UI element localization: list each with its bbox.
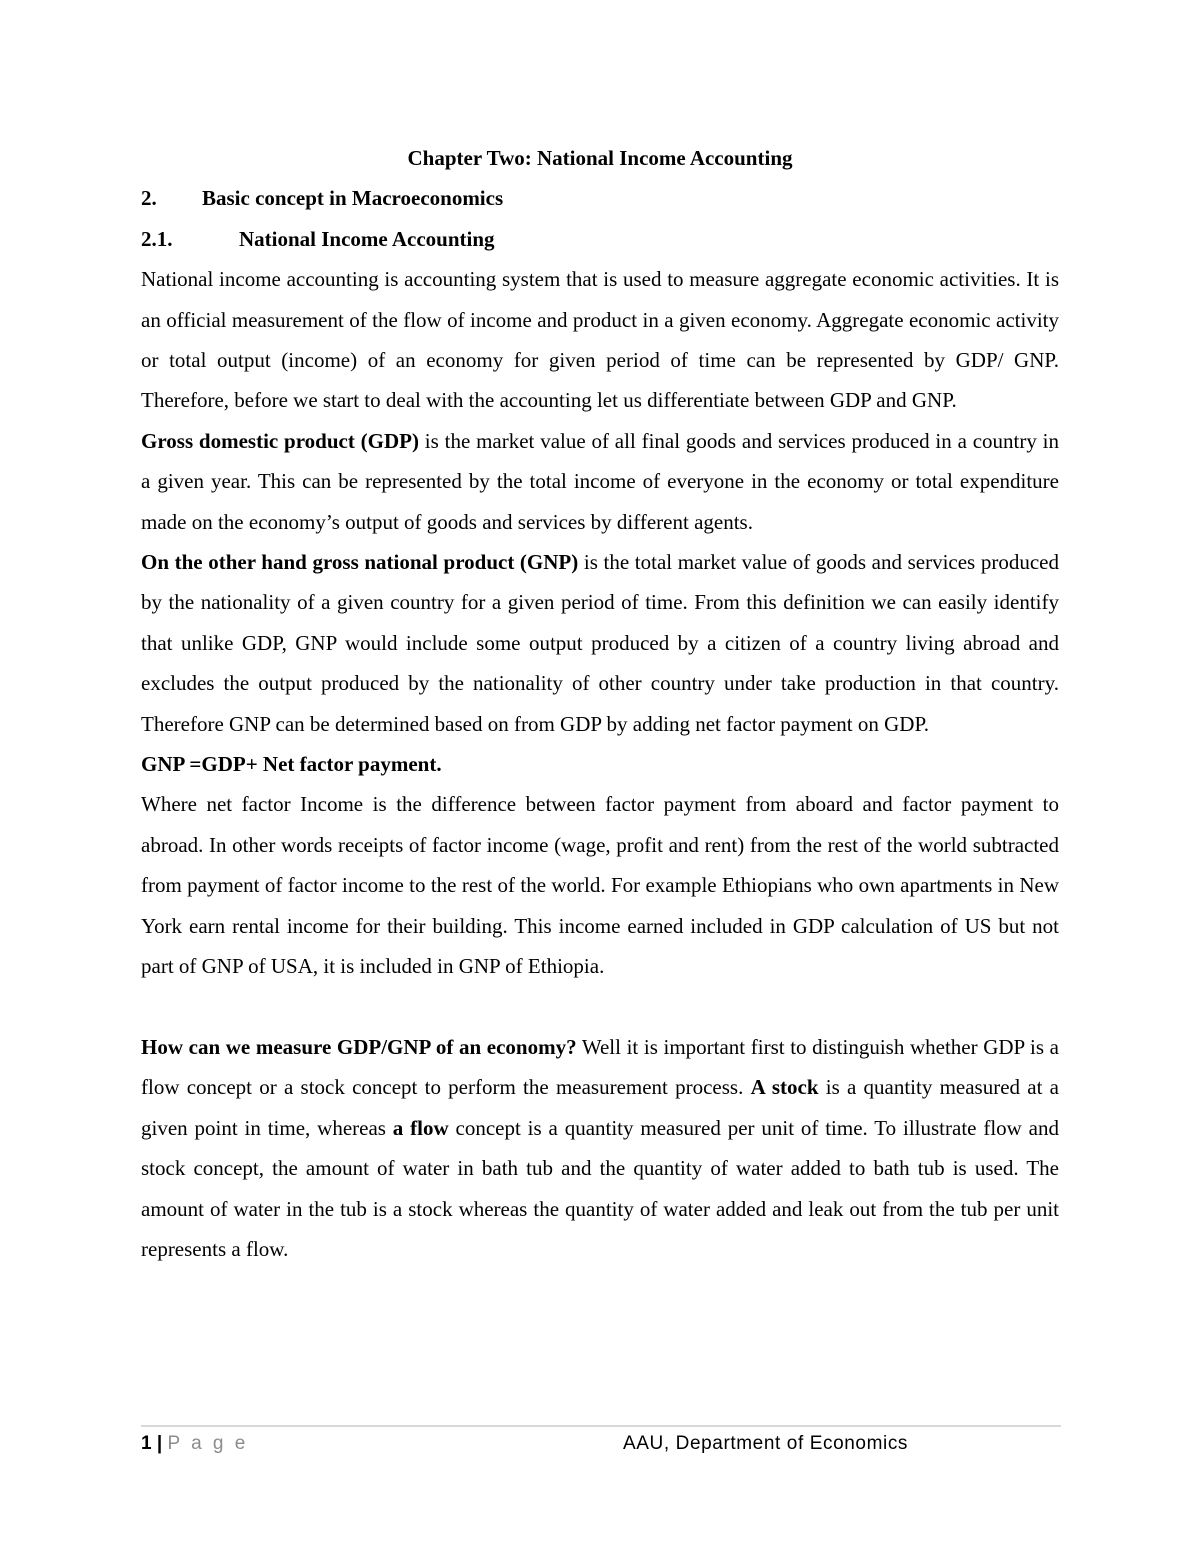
footer-department: AAU, Department of Economics (623, 1433, 909, 1454)
footer-divider (141, 1425, 1061, 1427)
chapter-title: Chapter Two: National Income Accounting (407, 146, 793, 170)
gnp-formula (141, 744, 1059, 784)
page-word: P a g e (167, 1433, 249, 1454)
measure-question: How can we measure GDP/GNP of an economy? (141, 1034, 577, 1059)
paragraph-spacer (141, 986, 1059, 1026)
section-heading-2 (141, 178, 1059, 218)
page-number: 1 (141, 1433, 152, 1454)
footer-page-indicator (141, 1430, 248, 1458)
stock-flow-text-2: is a quantity measured at a given point in time, whereas (141, 1075, 1059, 1140)
gdp-definition-text: is the market value of all final goods and services produced in a country in a given year. This can be represented by the total income of everyone in the economy or total expenditure made on the economy’s output of goods and services by different agents. (141, 428, 1059, 534)
gdp-term: Gross domestic product (GDP) (141, 428, 419, 453)
section-number: 2. (141, 186, 157, 211)
stock-term: A stock (750, 1075, 819, 1100)
paragraph-intro: National income accounting is accounting system that is used to measure aggregate economic activities. It is an official measurement of the flow of income and product in a given economy. Aggregate economic activity or total output (income) of an economy for given period of time can be represented by GDP/ GNP. Therefore, before we start to deal with the accounting let us differentiate between GDP and GNP. (141, 267, 1059, 413)
section-title: Basic concept in Macroeconomics (202, 186, 504, 211)
stock-flow-text-3: concept is a quantity measured per unit of time. To illustrate flow and stock concept, the amount of water in bath tub and the quantity of water added to bath tub is used. The amount of water in the tub is a stock whereas the quantity of water added and leak out from the tub per unit represents a flow. (141, 1115, 1059, 1261)
paragraph-gnp-definition (141, 542, 1059, 744)
paragraph-net-factor-income: Where net factor Income is the difference between factor payment from aboard and factor payment to abroad. In other words receipts of factor income (wage, profit and rent) from the rest of the world subtracted from payment of factor income to the rest of the world. For example Ethiopians who own apartments in New York earn rental income for their building. This income earned included in GDP calculation of US but not part of GNP of USA, it is included in GNP of Ethiopia. (141, 792, 1059, 979)
footer-separator: | (156, 1433, 163, 1454)
gnp-term: On the other hand gross national product (GNP) (141, 550, 579, 575)
section-heading-2-1 (141, 219, 1059, 259)
paragraph-stock-flow (141, 1027, 1059, 1269)
page-footer (141, 1430, 1061, 1460)
page-body (141, 138, 1059, 1269)
formula-text: GNP =GDP+ Net factor payment. (141, 752, 442, 777)
section-number: 2.1. (141, 226, 173, 251)
stock-flow-text-1: Well it is important first to distinguish whether GDP is a flow concept or a stock concept to perform the measurement process. (141, 1034, 1060, 1100)
gnp-definition-text: is the total market value of goods and services produced by the nationality of a given country for a given period of time. From this definition we can easily identify that unlike GDP, GNP would include some output produced by a citizen of a country living abroad and excludes the output produced by the nationality of other country under take production in that country. Therefore GNP can be determined based on from GDP by adding net factor payment on GDP. (141, 550, 1059, 736)
flow-term: a flow (392, 1115, 449, 1140)
section-title: National Income Accounting (239, 226, 495, 251)
paragraph-gdp-definition (141, 421, 1059, 542)
